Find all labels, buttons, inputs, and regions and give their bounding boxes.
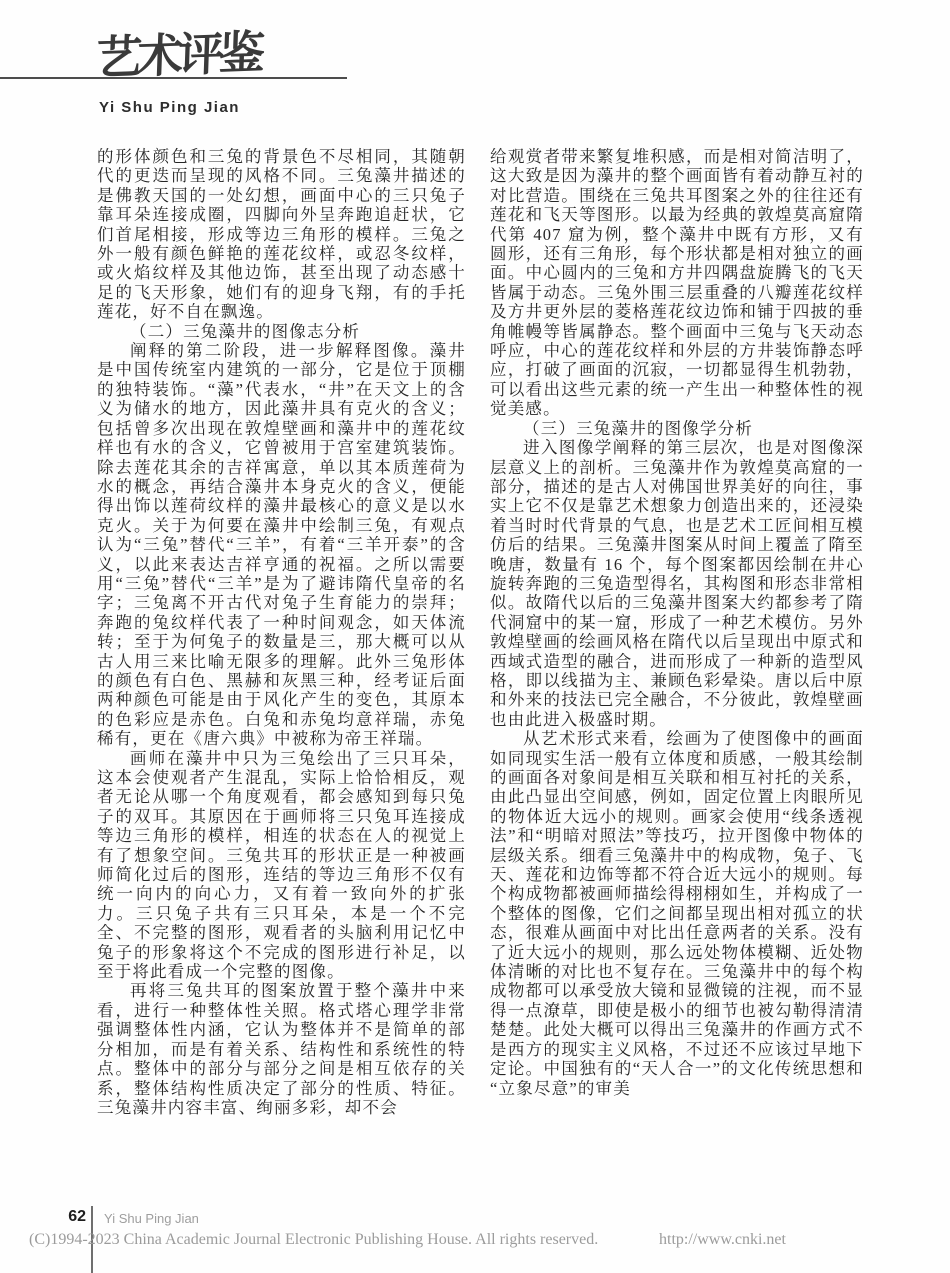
section-heading: （三）三兔藻井的图像学分析 [523,418,754,438]
paragraph-continuation: 的形体颜色和三兔的背景色不尽相同，其随朝代的更迭而呈现的风格不同。三兔藻井描述的是佛教天国的一处幻想，画面中心的三只兔子靠耳朵连接成圈，四脚向外呈奔跑追赶状，它们首尾相接，形成等边三角形的模样。三兔之外一般有颜色鲜艳的莲花纹样，或忍冬纹样，或火焰纹样及其他边饰，甚至出现了动态感十足的飞天形象，她们有的迎身飞翔，有的手托莲花，好不自在飘逸。 [97,147,466,322]
right-column [490,147,864,1098]
left-column [97,147,466,1117]
paragraph: 进入图像学阐释的第三层次，也是对图像深层意义上的剖析。三兔藻井作为敦煌莫高窟的一部分，描述的是古人对佛国世界美好的向往，事实上它不仅是靠艺术想象力创造出来的，还浸染着当时时代背景的气息，也是艺术工匠间相互模仿后的结果。三兔藻井图案从时间上覆盖了隋至晚唐，数量有 16 个，每个图案都因绘制在井心旋转奔跑的三兔造型得名，其构图和形态非常相似。故隋代以后的三兔藻井图案大约都参考了隋代洞窟中的某一窟，形成了一种艺术模仿。另外敦煌壁画的绘画风格在隋代以后呈现出中原式和西域式造型的融合，进而形成了一种新的造型风格，即以线描为主、兼顾色彩晕染。唐以后中原和外来的技法已完全融合，不分彼此，敦煌壁画也由此进入极盛时期。 [490,438,864,729]
paragraph: 从艺术形式来看，绘画为了使图像中的画面如同现实生活一般有立体度和质感，一般其绘制的画面各对象间是相互关联和相互衬托的关系，由此凸显出空间感，例如，固定位置上肉眼所见的物体近大远小的规则。画家会使用“线条透视法”和“明暗对照法”等技巧，拉开图像中物体的层级关系。细看三兔藻井中的构成物，兔子、飞天、莲花和边饰等都不符合近大远小的规则。每个构成物都被画师描绘得栩栩如生，并构成了一个整体的图像，它们之间都呈现出相对孤立的状态，很难从画面中对比出任意两者的关系。没有了近大远小的规则，那么远处物体模糊、近处物体清晰的对比也不复存在。三兔藻井中的每个构成物都可以承受放大镜和显微镜的注视，而不显得一点潦草，即使是极小的细节也被勾勒得清清楚楚。此处大概可以得出三兔藻井的作画方式不是西方的现实主义风格，不过还不应该过早地下定论。中国独有的“天人合一”的文化传统思想和“立象尽意”的审美 [490,729,864,1098]
paragraph: 阐释的第二阶段，进一步解释图像。藻井是中国传统室内建筑的一部分，它是位于顶棚的独特装饰。“藻”代表水，“井”在天文上的含义为储水的地方，因此藻井具有克火的含义；包括曾多次出现在敦煌壁画和藻井中的莲花纹样也有水的含义，它曾被用于宫室建筑装饰。除去莲花其余的吉祥寓意，单以其本质莲荷为水的概念，再结合藻井本身克火的含义，便能得出饰以莲荷纹样的藻井最核心的意义是以水克火。关于为何要在藻井中绘制三兔，有观点认为“三兔”替代“三羊”，有着“三羊开泰”的含义，以此来表达吉祥亨通的祝福。之所以需要用“三兔”替代“三羊”是为了避讳隋代皇帝的名字；三兔离不开古代对兔子生育能力的崇拜；奔跑的兔纹样代表了一种时间观念，如天体流转；至于为何兔子的数量是三，那大概可以从古人用三来比喻无限多的理解。此外三兔形体的颜色有白色、黑赫和灰黑三种，经考证后面两种颜色可能是由于风化产生的变色，其原本的色彩应是赤色。白兔和赤兔均意祥瑞，赤兔稀有，更在《唐六典》中被称为帝王祥瑞。 [97,341,466,749]
journal-logo-pinyin: Yi Shu Ping Jian [99,99,240,116]
copyright-notice: (C)1994-2023 China Academic Journal Electronic Publishing House. All rights reserved. [29,1231,599,1248]
section-heading: （二）三兔藻井的图像志分析 [130,321,361,341]
journal-logo-chinese: 艺术评鉴 [95,27,261,84]
cnki-url-link[interactable]: http://www.cnki.net [659,1231,786,1248]
paragraph: 画师在藻井中只为三兔绘出了三只耳朵，这本会使观者产生混乱，实际上恰恰相反，观者无论从哪一个角度观看，都会感知到每只兔子的双耳。其原因在于画师将三只兔耳连接成等边三角形的模样，相连的状态在人的视觉上有了想象空间。三兔共耳的形状正是一种被画师简化过后的图形，连结的等边三角形不仅有统一向内的向心力，又有着一致向外的扩张力。三只兔子共有三只耳朵，本是一个不完全、不完整的图形，观看者的头脑利用记忆中兔子的形象将这个不完成的图形进行补足，以至于将此看成一个完整的图像。 [97,748,466,982]
journal-name: Yi Shu Ping Jian [104,1211,199,1226]
page-number: 62 [68,1208,86,1225]
paragraph-continuation: 给观赏者带来繁复堆积感，而是相对简洁明了，这大致是因为藻井的整个画面皆有着动静互衬的对比营造。围绕在三兔共耳图案之外的往往还有莲花和飞天等图形。以最为经典的敦煌莫高窟隋代第 407 窟为例，整个藻井中既有方形，又有圆形，还有三角形，每个形状都是相对独立的画面。中心圆内的三兔和方井四隅盘旋腾飞的飞天皆属于动态。三兔外围三层重叠的八瓣莲花纹样及方井更外层的菱格莲花纹边饰和铺于四披的垂角帷幔等皆属静态。整个画面中三兔与飞天动态呼应，中心的莲花纹样和外层的方井装饰静态呼应，打破了画面的沉寂，一切都显得生机勃勃，可以看出这些元素的统一产生出一种整体性的视觉美感。 [490,147,864,419]
paragraph: 再将三兔共耳的图案放置于整个藻井中来看，进行一种整体性关照。格式塔心理学非常强调整体性内涵，它认为整体并不是简单的部分相加，而是有着关系、结构性和系统性的特点。整体中的部分与部分之间是相互依存的关系，整体结构性质决定了部分的性质、特征。三兔藻井内容丰富、绚丽多彩，却不会 [97,981,466,1117]
